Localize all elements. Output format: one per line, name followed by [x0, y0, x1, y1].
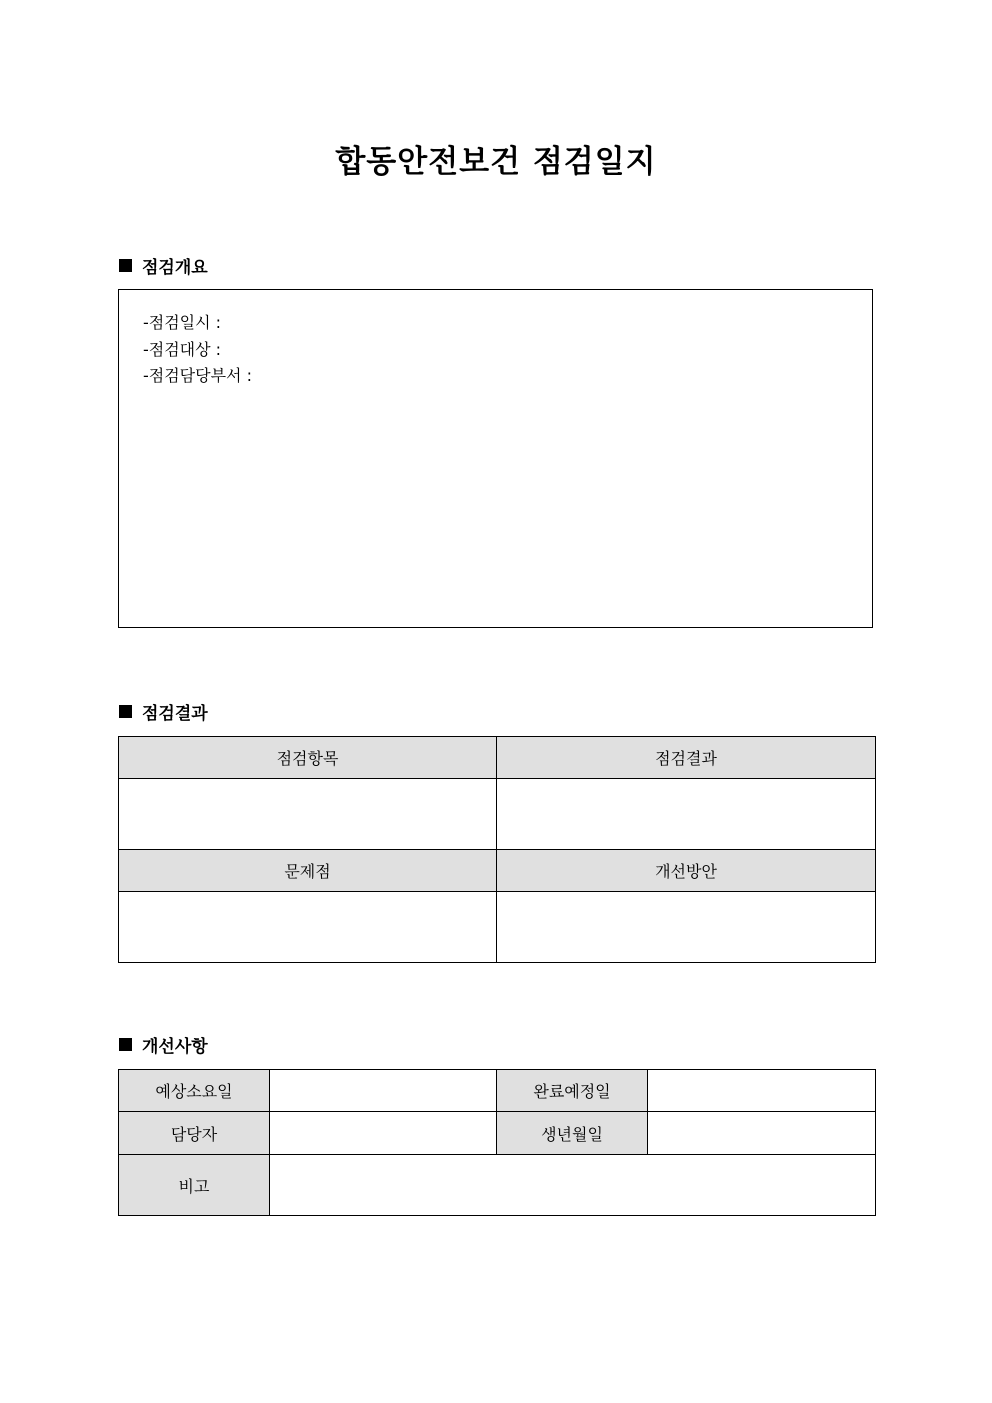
inspection-item-cell[interactable] — [119, 779, 497, 850]
black-square-icon — [119, 705, 132, 718]
remarks-label: 비고 — [119, 1155, 270, 1216]
problem-header: 문제점 — [119, 850, 497, 892]
inspection-department-line: -점검담당부서 : — [143, 366, 252, 385]
completion-date-cell[interactable] — [648, 1070, 876, 1112]
birth-date-label: 생년월일 — [497, 1112, 648, 1155]
section-heading-improvements — [119, 1032, 208, 1056]
overview-lines — [143, 310, 252, 390]
improvement-plan-cell[interactable] — [497, 892, 876, 963]
section-heading-label: 개선사항 — [142, 1036, 208, 1057]
inspection-date-line: -점검일시 : — [143, 313, 222, 332]
person-in-charge-label: 담당자 — [119, 1112, 270, 1155]
inspection-target-line: -점검대상 : — [143, 339, 222, 359]
person-in-charge-cell[interactable] — [270, 1112, 497, 1155]
expected-duration-cell[interactable] — [270, 1070, 497, 1112]
birth-date-cell[interactable] — [648, 1112, 876, 1155]
problem-cell[interactable] — [119, 892, 497, 963]
results-table — [118, 736, 876, 963]
completion-date-label: 완료예정일 — [497, 1070, 648, 1112]
inspection-result-cell[interactable] — [497, 779, 876, 850]
remarks-cell[interactable] — [270, 1155, 876, 1216]
section-heading-label: 점검결과 — [142, 703, 208, 724]
section-heading-overview — [119, 253, 208, 277]
expected-duration-label: 예상소요일 — [119, 1070, 270, 1112]
black-square-icon — [119, 259, 132, 272]
improvements-table — [118, 1069, 876, 1216]
inspection-item-header: 점검항목 — [119, 737, 497, 779]
inspection-result-header: 점검결과 — [497, 737, 876, 779]
black-square-icon — [119, 1038, 132, 1051]
improvement-plan-header: 개선방안 — [497, 850, 876, 892]
section-heading-results — [119, 699, 208, 723]
overview-box — [118, 289, 873, 628]
section-heading-label: 점검개요 — [142, 257, 208, 278]
document-title: 합동안전보건 점검일지 — [335, 144, 657, 180]
